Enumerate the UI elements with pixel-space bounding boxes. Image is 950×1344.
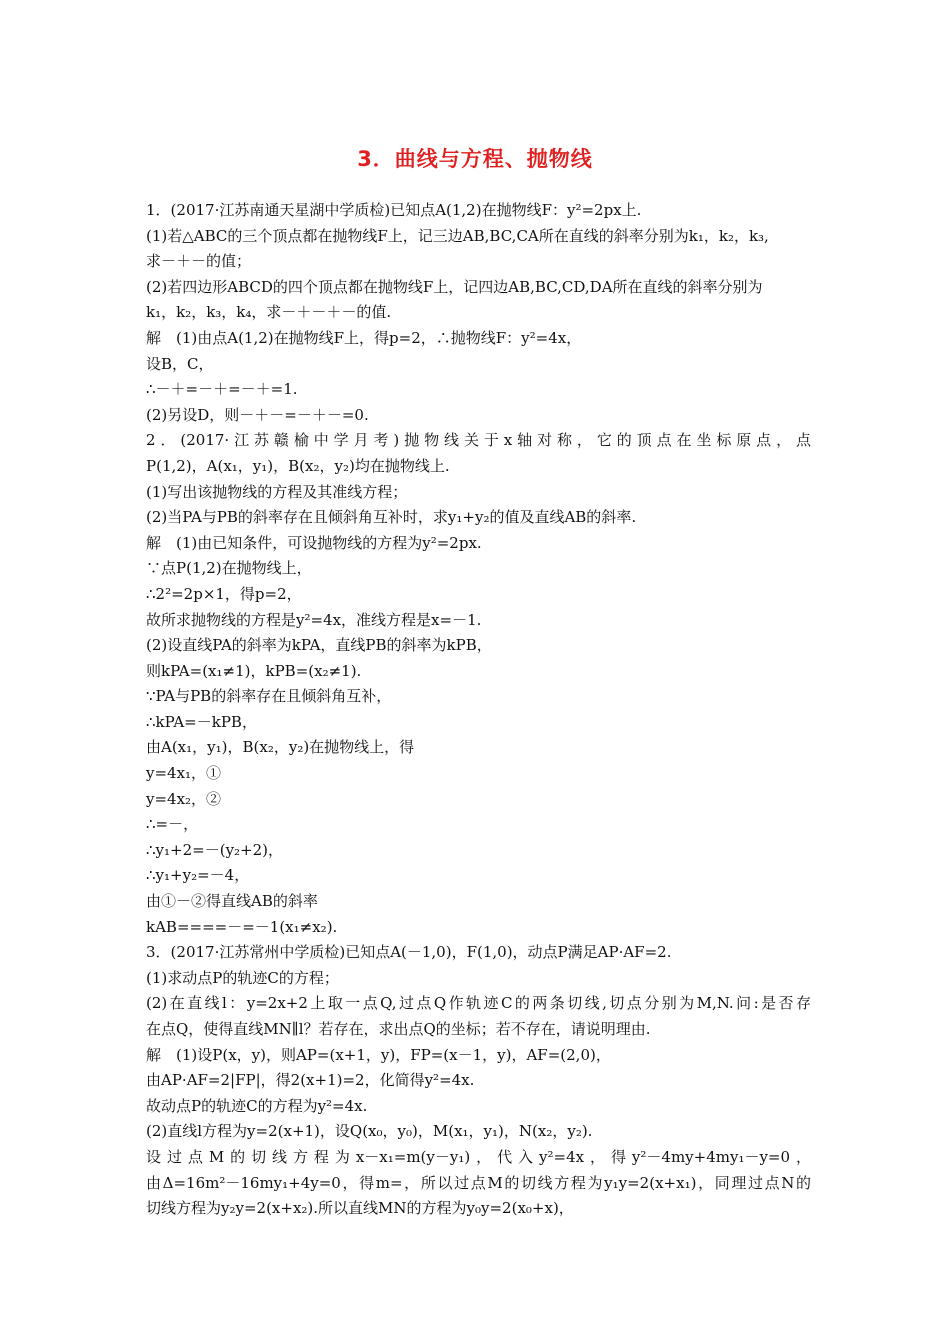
- text-line: 则kPA=(x₁≠1)，kPB=(x₂≠1).: [146, 661, 362, 680]
- text-line: ∴kPA=－kPB，: [146, 712, 257, 731]
- text-line: ∴2²=2p×1，得p=2，: [146, 584, 302, 603]
- text-line: 解 (1)设P(x，y)，则AP=(x+1，y)，FP=(x－1，y)，AF=(2,0)，: [146, 1045, 611, 1064]
- text-line: kAB====－=－1(x₁≠x₂).: [146, 917, 338, 936]
- text-line: 1．(2017·江苏南通天星湖中学质检)已知点A(1,2)在抛物线F：y²=2px上.: [146, 201, 642, 219]
- text-line: 由①－②得直线AB的斜率: [146, 892, 318, 911]
- text-line: 解 (1)由已知条件，可设抛物线的方程为y²=2px.: [146, 533, 482, 552]
- text-line: k₁，k₂，k₃，k₄，求－＋－＋－的值.: [146, 303, 392, 322]
- text-line: 3．(2017·江苏常州中学质检)已知点A(－1,0)，F(1,0)，动点P满足AP·AF=2.: [146, 943, 672, 962]
- text-line: 设B，C，: [146, 354, 214, 373]
- text-line: (1)写出该抛物线的方程及其准线方程；: [146, 482, 408, 501]
- text-line: 由Δ=16m²－16my₁+4y=0，得m=，所以过点M的切线方程为y₁y=2(x+x₁)，同理过点N的: [146, 1173, 811, 1192]
- text-line: 2．(2017·江苏赣榆中学月考)抛物线关于x轴对称，它的顶点在坐标原点，点: [146, 431, 811, 450]
- text-line: P(1,2)，A(x₁，y₁)，B(x₂，y₂)均在抛物线上.: [146, 456, 450, 475]
- text-line: ∴y₁+y₂=－4，: [146, 866, 250, 885]
- text-line: 由AP·AF=2|FP|，得2(x+1)=2，化简得y²=4x.: [146, 1071, 475, 1090]
- text-line: 切线方程为y₂y=2(x+x₂).所以直线MN的方程为y₀y=2(x₀+x)，: [146, 1199, 574, 1218]
- text-line: (1)若△ABC的三个顶点都在抛物线F上，记三边AB,BC,CA所在直线的斜率分别为k₁，k₂，k₃,: [146, 226, 769, 245]
- text-line: (2)若四边形ABCD的四个顶点都在抛物线F上，记四边AB,BC,CD,DA所在直线的斜率分别为: [146, 277, 763, 296]
- document-body: [146, 198, 811, 1222]
- text-line: y=4x₁，①: [146, 764, 222, 783]
- page-title: 3．曲线与方程、抛物线: [357, 147, 593, 171]
- text-line: (2)直线l方程为y=2(x+1)，设Q(x₀，y₀)，M(x₁，y₁)，N(x₂，y₂).: [146, 1122, 593, 1141]
- text-line: ∵点P(1,2)在抛物线上，: [146, 559, 312, 578]
- text-line: ∴y₁+2=－(y₂+2)，: [146, 840, 284, 859]
- text-line: 在点Q，使得直线MN∥l？若存在，求出点Q的坐标；若不存在，请说明理由.: [146, 1020, 651, 1038]
- text-line: ∴=－，: [146, 815, 199, 834]
- text-line: 解 (1)由点A(1,2)在抛物线F上，得p=2，∴抛物线F：y²=4x，: [146, 328, 582, 347]
- text-line: (2)当PA与PB的斜率存在且倾斜角互补时，求y₁+y₂的值及直线AB的斜率.: [146, 508, 637, 527]
- text-line: y=4x₂，②: [146, 789, 222, 808]
- text-line: (2)设直线PA的斜率为kPA，直线PB的斜率为kPB，: [146, 636, 492, 655]
- text-line: 求－＋－的值；: [146, 252, 252, 271]
- text-line: ∵PA与PB的斜率存在且倾斜角互补，: [146, 687, 392, 706]
- text-line: 由A(x₁，y₁)，B(x₂，y₂)在抛物线上，得: [146, 738, 415, 757]
- text-line: 故所求抛物线的方程是y²=4x，准线方程是x=－1.: [146, 610, 482, 629]
- text-line: (2)在直线l：y=2x+2上取一点Q,过点Q作轨迹C的两条切线,切点分别为M,N.问:是否存: [146, 994, 811, 1013]
- text-line: 设过点M的切线方程为x－x₁=m(y－y₁)，代入y²=4x，得y²－4my+4my₁－y=0，: [146, 1147, 811, 1166]
- text-line: (2)另设D，则－＋－=－＋－=0.: [146, 405, 369, 424]
- text-line: (1)求动点P的轨迹C的方程；: [146, 968, 339, 987]
- text-line: 故动点P的轨迹C的方程为y²=4x.: [146, 1096, 368, 1115]
- text-line: ∴－＋=－＋=－＋=1.: [146, 380, 298, 399]
